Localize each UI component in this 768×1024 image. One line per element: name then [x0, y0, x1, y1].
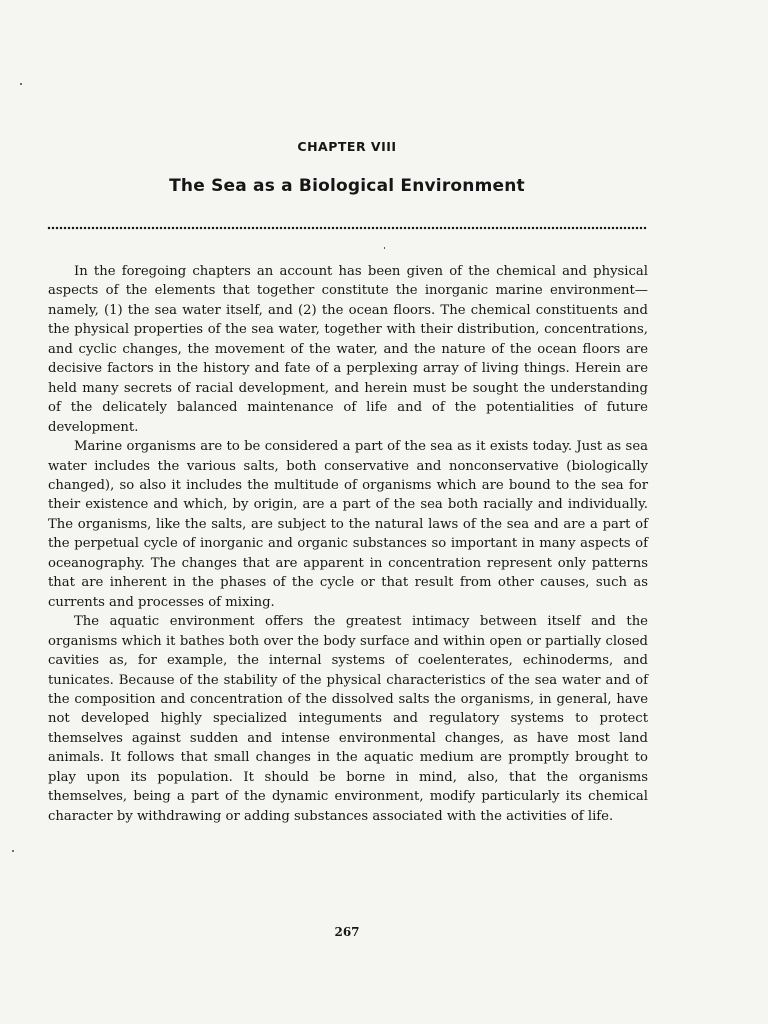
dotted-rule — [47, 226, 647, 230]
scan-speck — [20, 83, 22, 85]
page-number: 267 — [334, 925, 360, 939]
chapter-label: CHAPTER VIII — [297, 139, 397, 154]
scan-speck — [12, 850, 14, 852]
scan-speck — [384, 247, 385, 249]
paragraph: The aquatic environment offers the greatest intimacy between itself and the organisms which it bathes both over the body surface and within open or partially closed cavities as, for example, the internal systems of coelenterates, echinoderms, and tunicates. Because of the stability of the physical characteristics of the sea water and of the composition and concentration of the dissolved salts the organisms, in general, have not developed highly specialized integuments and regulatory systems to protect themselves against sudden and intense environmental changes, as have most land animals. It follows that small changes in the aquatic medium are promptly brought to play upon its population. It should be borne in mind, also, that the organisms themselves, being a part of the dynamic environment, modify particularly its chemical character by withdrawing or adding substances associated with the activities of life. — [48, 614, 648, 824]
paragraph: Marine organisms are to be considered a part of the sea as it exists today. Just as sea water includes the various salts, both conservative and nonconservative (biologically changed), so also it includes the multitude of organisms which are bound to the sea for their existence and which, by origin, are a part of the sea both racially and individually. The organisms, like the salts, are subject to the natural laws of the sea and are a part of the perpetual cycle of inorganic and organic substances so important in many aspects of oceanography. The changes that are apparent in concentration represent only patterns that are inherent in the phases of the cycle or that result from other causes, such as currents and processes of mixing. — [48, 439, 648, 610]
paragraph: In the foregoing chapters an account has been given of the chemical and physical aspects of the elements that together constitute the inorganic marine environment—namely, (1) the sea water itself, and (2) the ocean floors. The chemical constituents and the physical properties of the sea water, together with their distribution, concentrations, and cyclic changes, the movement of the water, and the nature of the ocean floors are decisive factors in the history and fate of a perplexing array of living things. Herein are held many secrets of racial development, and herein must be sought the understanding of the delicately balanced maintenance of life and of the potentialities of future development. — [48, 264, 648, 435]
chapter-title: The Sea as a Biological Environment — [169, 176, 525, 196]
body-text — [48, 262, 648, 826]
